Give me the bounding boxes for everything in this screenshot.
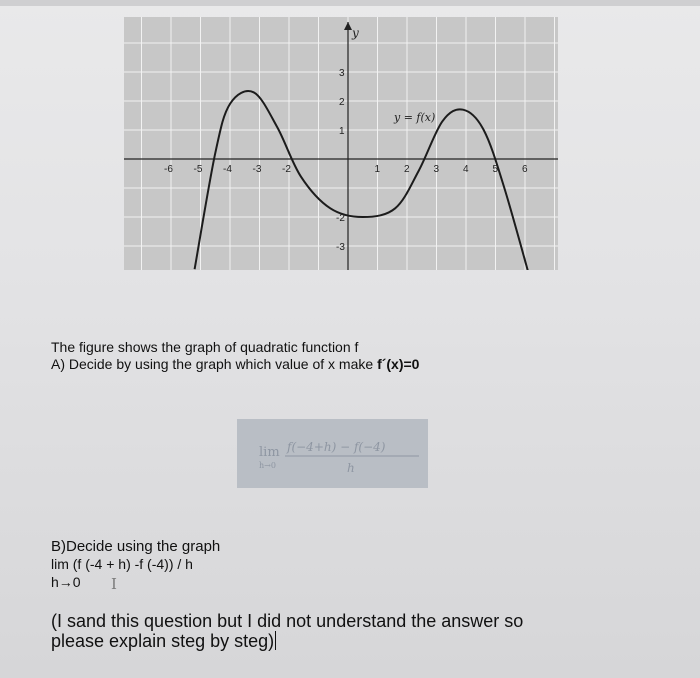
- y-axis-label: y: [352, 26, 359, 40]
- question-b-heading: B)Decide using the graph: [51, 538, 221, 555]
- graph-grid: [124, 17, 558, 270]
- question-b-limit: lim (f (-4 + h) -f (-4)) / h: [51, 556, 193, 572]
- y-tick-label: 2: [339, 97, 345, 108]
- function-curve: [195, 91, 534, 270]
- x-tick-label: 5: [492, 164, 499, 175]
- x-tick-label: 3: [433, 164, 440, 175]
- x-tick-label: -2: [282, 164, 291, 175]
- top-edge-bar: [0, 0, 700, 6]
- limit-sub-text: h→0: [259, 461, 276, 470]
- note-line-2: please explain steg by steg): [51, 631, 275, 651]
- description-line-1: The figure shows the graph of quadratic function f: [51, 339, 359, 355]
- limit-denominator: h: [347, 461, 355, 475]
- x-tick-label: -6: [164, 164, 173, 175]
- tick-labels: [164, 68, 528, 253]
- function-graph-image: [124, 17, 558, 270]
- derivative-expression: f´(x)=0: [377, 356, 420, 372]
- x-tick-label: 6: [522, 164, 528, 175]
- text-caret: [275, 631, 276, 650]
- limit-numerator: f(−4+h) − f(−4): [287, 440, 386, 454]
- limit-formula: [237, 419, 428, 488]
- question-b-h-approach: h→0: [51, 574, 81, 590]
- y-tick-label: 1: [339, 126, 345, 137]
- user-note[interactable]: [51, 611, 671, 651]
- x-tick-label: -5: [193, 164, 203, 175]
- x-tick-label: -4: [223, 164, 232, 175]
- text-cursor-icon: I: [111, 575, 117, 593]
- x-tick-label: 1: [374, 164, 381, 175]
- y-tick-label: 3: [339, 68, 345, 79]
- note-line-1: (I sand this question but I did not understand the answer so: [51, 611, 524, 631]
- x-tick-label: 2: [404, 164, 410, 175]
- function-graph: [124, 17, 558, 270]
- x-tick-label: 4: [463, 164, 469, 175]
- y-tick-label: -3: [336, 242, 345, 253]
- limit-expression-image: [237, 419, 428, 488]
- y-tick-label: -2: [336, 213, 345, 224]
- x-tick-label: -3: [252, 164, 262, 175]
- curve-label: y = f(x): [394, 111, 436, 124]
- y-axis-arrow: [344, 22, 352, 30]
- description-line-2: [51, 356, 419, 373]
- question-a-text: A) Decide by using the graph which value of x make: [51, 356, 378, 372]
- limit-lim-text: lim: [259, 445, 280, 460]
